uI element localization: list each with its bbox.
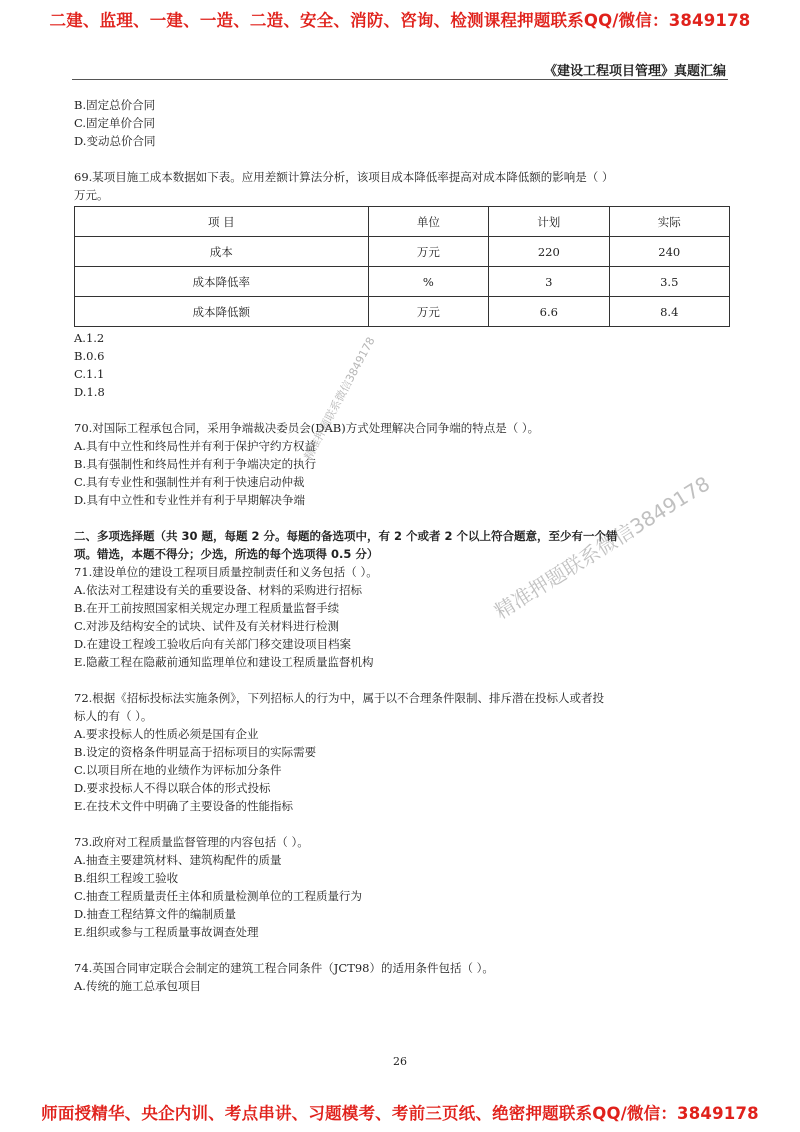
q72-option-d: D.要求投标人不得以联合体的形式投标 [74, 781, 271, 795]
q72-stem-cont: 标人的有（ ）。 [74, 709, 153, 723]
cost-data-table [74, 206, 730, 327]
table-cell: 240 [609, 237, 729, 267]
q68-option-b: B.固定总价合同 [74, 98, 156, 112]
table-cell: 8.4 [609, 297, 729, 327]
q70-option-b: B.具有强制性和终局性并有利于争端决定的执行 [74, 457, 317, 471]
table-cell: 成本降低率 [75, 267, 369, 297]
header-title: 《建设工程项目管理》真题汇编 [543, 64, 726, 79]
q73-option-c: C.抽查工程质量责任主体和质量检测单位的工程质量行为 [74, 889, 363, 903]
q70-option-c: C.具有专业性和强制性并有利于快速启动仲裁 [74, 475, 305, 489]
table-row [75, 297, 730, 327]
table-header-cell: 计划 [489, 207, 609, 237]
q73-option-e: E.组织或参与工程质量事故调查处理 [74, 925, 259, 939]
section-heading-cont: 项。错选，本题不得分；少选，所选的每个选项得 0.5 分） [74, 547, 379, 561]
q68-option-c: C.固定单价合同 [74, 116, 156, 130]
table-cell: 万元 [368, 297, 488, 327]
q68-option-d: D.变动总价合同 [74, 134, 156, 148]
watermark-text: 精准押题联系微信3849178 [490, 471, 715, 624]
q71-stem: 71.建设单位的建设工程项目质量控制责任和义务包括（ ）。 [74, 565, 378, 579]
table-header-cell: 项 目 [75, 207, 369, 237]
q73-stem: 73.政府对工程质量监督管理的内容包括（ ）。 [74, 835, 309, 849]
table-header-row [75, 207, 730, 237]
page-number: 26 [393, 1055, 407, 1068]
q71-option-c: C.对涉及结构安全的试块、试件及有关材料进行检测 [74, 619, 340, 633]
table-header-cell: 实际 [609, 207, 729, 237]
table-cell: 3.5 [609, 267, 729, 297]
table-cell: 成本降低额 [75, 297, 369, 327]
table-header-cell: 单位 [368, 207, 488, 237]
top-promo-banner: 二建、监理、一建、一造、二造、安全、消防、咨询、检测课程押题联系QQ/微信：3849178 [49, 11, 751, 30]
q73-option-d: D.抽查工程结算文件的编制质量 [74, 907, 236, 921]
table-cell: % [368, 267, 488, 297]
q73-option-b: B.组织工程竣工验收 [74, 871, 179, 885]
table-cell: 220 [489, 237, 609, 267]
q69-stem: 69.某项目施工成本数据如下表。应用差额计算法分析，该项目成本降低率提高对成本降低额的影响是（ ） [74, 170, 614, 184]
table-cell: 6.6 [489, 297, 609, 327]
page-content [74, 96, 734, 995]
q69-option-a: A.1.2 [74, 331, 105, 345]
q69-option-d: D.1.8 [74, 385, 105, 399]
q69-option-b: B.0.6 [74, 349, 105, 363]
q72-option-c: C.以项目所在地的业绩作为评标加分条件 [74, 763, 282, 777]
q69-option-c: C.1.1 [74, 367, 105, 381]
q74-stem: 74.英国合同审定联合会制定的建筑工程合同条件（JCT98）的适用条件包括（ ）。 [74, 961, 494, 975]
table-cell: 万元 [368, 237, 488, 267]
q72-option-a: A.要求投标人的性质必须是国有企业 [74, 727, 259, 741]
q72-option-b: B.设定的资格条件明显高于招标项目的实际需要 [74, 745, 317, 759]
q71-option-e: E.隐蔽工程在隐蔽前通知监理单位和建设工程质量监督机构 [74, 655, 374, 669]
section-heading: 二、多项选择题（共 30 题，每题 2 分。每题的备选项中，有 2 个或者 2 个以上符合题意，至少有一个错 [74, 529, 618, 543]
header-divider [72, 79, 728, 80]
q72-stem: 72.根据《招标投标法实施条例》，下列招标人的行为中，属于以不合理条件限制、排斥潜在投标人或者投 [74, 691, 605, 705]
table-cell: 成本 [75, 237, 369, 267]
q74-option-a: A.传统的施工总承包项目 [74, 979, 201, 993]
q71-option-a: A.依法对工程建设有关的重要设备、材料的采购进行招标 [74, 583, 362, 597]
table-row [75, 267, 730, 297]
watermark-text: 精准押题联系微信3849178 [301, 334, 378, 463]
bottom-promo-banner: 师面授精华、央企内训、考点串讲、习题模考、考前三页纸、绝密押题联系QQ/微信：3849178 [41, 1104, 759, 1123]
q69-stem-cont: 万元。 [74, 188, 109, 202]
q71-option-d: D.在建设工程竣工验收后向有关部门移交建设项目档案 [74, 637, 351, 651]
q70-stem: 70.对国际工程承包合同，采用争端裁决委员会(DAB)方式处理解决合同争端的特点是（ ）。 [74, 421, 540, 435]
q71-option-b: B.在开工前按照国家相关规定办理工程质量监督手续 [74, 601, 340, 615]
q72-option-e: E.在技术文件中明确了主要设备的性能指标 [74, 799, 294, 813]
q70-option-a: A.具有中立性和终局性并有利于保护守约方权益 [74, 439, 316, 453]
table-row [75, 237, 730, 267]
table-cell: 3 [489, 267, 609, 297]
q70-option-d: D.具有中立性和专业性并有利于早期解决争端 [74, 493, 305, 507]
q73-option-a: A.抽查主要建筑材料、建筑构配件的质量 [74, 853, 282, 867]
